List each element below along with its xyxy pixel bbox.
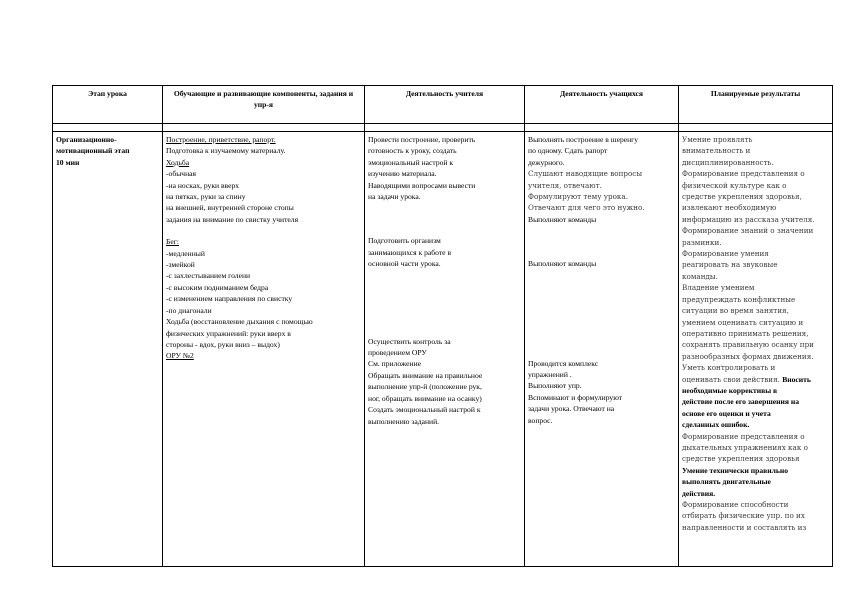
- student-line: задачи урока. Отвечают на: [528, 404, 615, 414]
- spacer-row: [53, 124, 833, 132]
- component-line: на внешней, внутренней стороне стопы: [166, 203, 294, 213]
- result-line: предупреждать конфликтные: [682, 294, 796, 304]
- component-line: Построение, приветствие, рапорт.: [166, 135, 276, 144]
- student-line: вопрос.: [528, 415, 553, 425]
- component-line: -по диагонали: [166, 305, 212, 315]
- component-line: -змейкой: [166, 260, 195, 270]
- teacher-line: выполнение упр-й (положение рук,: [368, 382, 482, 392]
- teacher-line: ног, обращать внимание на осанку): [368, 393, 482, 403]
- result-line: внимательность и: [682, 146, 751, 156]
- student-line: по одному. Сдать рапорт: [528, 146, 608, 156]
- student-line: Отвечают для чего это нужно.: [528, 203, 645, 213]
- result-line: действие после его завершения на: [682, 397, 800, 407]
- students-cell: [525, 132, 679, 567]
- teacher-line: на задачи урока.: [368, 192, 421, 202]
- component-line: -с захлестыванием голени: [166, 271, 251, 281]
- student-line: упражнений .: [528, 370, 572, 380]
- result-line: разнообразных формах движения.: [682, 351, 814, 361]
- table-row: [53, 132, 833, 567]
- student-line: Выполнять построение в шеренгу: [528, 135, 639, 144]
- result-line: сделанных ошибок.: [682, 420, 750, 430]
- stage-duration: 10 мин: [56, 157, 80, 167]
- result-line: извлекают необходимую: [682, 203, 777, 213]
- component-line: Подготовка к изучаемому материалу.: [166, 146, 286, 156]
- header-student-activity: Деятельность учащихся: [525, 86, 679, 124]
- teacher-line: Осуществить контроль за: [368, 336, 451, 346]
- result-line: направленности и составлять из: [682, 522, 807, 532]
- result-line: необходимые коррективы в: [682, 385, 778, 395]
- header-row: [53, 86, 833, 124]
- teacher-line: готовность к уроку, создать: [368, 146, 457, 156]
- teacher-line: Провести построение, проверить: [368, 135, 476, 144]
- component-line: на пятках, руки за спину: [166, 192, 246, 202]
- result-line: информацию из рассказа учителя.: [682, 214, 815, 224]
- result-line: Умение технически правильно: [682, 465, 789, 475]
- component-heading: Ходьба: [166, 157, 190, 167]
- student-line: учителя, отвечают.: [528, 180, 602, 190]
- header-teacher-activity: Деятельность учителя: [365, 86, 525, 124]
- result-line: оценивать свои действия. Вносить: [682, 374, 811, 384]
- result-line: разминки.: [682, 237, 722, 247]
- result-line: Формирование способности: [682, 500, 789, 509]
- student-line: Формулируют тему урока.: [528, 192, 628, 202]
- result-line: Уметь контролировать и: [682, 363, 776, 373]
- result-line: Формирование знаний о значении: [682, 226, 814, 236]
- result-line: Формирование представления о: [682, 169, 805, 179]
- teacher-line: См. приложение: [368, 359, 422, 369]
- stage-line: Организационно-: [56, 135, 117, 144]
- teacher-line: выполнению заданий.: [368, 416, 440, 426]
- result-line: отбирать физические упр. по их: [682, 511, 805, 521]
- lesson-plan-table: [52, 85, 833, 567]
- student-line: Выполняют команды: [528, 259, 597, 269]
- result-line: действия.: [682, 488, 716, 498]
- result-line: выполнять двигательные: [682, 477, 771, 487]
- teacher-cell: [365, 132, 525, 567]
- teacher-line: Подготовить организм: [368, 236, 441, 246]
- result-line: дисциплинированность.: [682, 157, 774, 167]
- result-line: средстве укрепления здоровья: [682, 454, 800, 464]
- teacher-line: занимающихся к работе в: [368, 247, 452, 257]
- result-line: основе его оценки и учета: [682, 408, 771, 418]
- teacher-line: Создать эмоциональный настрой к: [368, 405, 481, 415]
- component-line: -медленный: [166, 248, 205, 258]
- header-planned-results: Планируемые результаты: [679, 86, 833, 124]
- result-line: Формирование умения: [682, 249, 769, 259]
- component-line: -на носках, руки вверх: [166, 180, 240, 190]
- result-line: средстве укрепления здоровья,: [682, 192, 802, 202]
- student-line: Выполняют команды: [528, 214, 597, 224]
- student-line: Вспоминают и формулируют: [528, 392, 623, 402]
- teacher-line: проведением ОРУ: [368, 348, 427, 358]
- result-line: сохранять правильную осанку при: [682, 340, 814, 350]
- results-cell: [679, 132, 833, 567]
- component-heading: ОРУ №2: [166, 351, 194, 361]
- components-cell: [163, 132, 365, 567]
- component-line: -с высоким подниманием бедра: [166, 282, 269, 292]
- component-line: задания на внимание по свистку учителя: [166, 214, 299, 224]
- component-line: -обычная: [166, 169, 197, 179]
- teacher-line: Обращать внимание на правильное: [368, 370, 483, 380]
- component-heading: Бег:: [166, 237, 179, 247]
- header-components: Обучающие и развивающие компоненты, задания и упр-я: [163, 86, 365, 124]
- teacher-line: Наводящими вопросами вывести: [368, 180, 476, 190]
- stage-line: мотивационный этап: [56, 146, 130, 156]
- result-line: команды.: [682, 271, 718, 281]
- teacher-line: изучению материала.: [368, 169, 437, 179]
- header-stage: Этап урока: [53, 86, 163, 124]
- result-line: умением оценивать ситуацию и: [682, 317, 804, 327]
- component-line: -с изменением направления по свистку: [166, 294, 293, 304]
- result-line: Умение проявлять: [682, 135, 753, 144]
- student-line: дежурного.: [528, 157, 565, 167]
- student-line: Выполняют упр.: [528, 381, 582, 391]
- result-line: Формирование представления о: [682, 431, 805, 441]
- component-line: Ходьба (восстановление дыхания с помощью: [166, 317, 313, 327]
- result-line: дыхательных упражнениях как о: [682, 442, 808, 452]
- student-line: Проводится комплекс: [528, 358, 599, 368]
- component-line: физических упражнений: руки вверх в: [166, 328, 291, 338]
- teacher-line: эмоциональный настрой к: [368, 157, 454, 167]
- teacher-line: основной части урока.: [368, 259, 441, 269]
- result-line: ситуации во время занятия,: [682, 306, 789, 316]
- stage-cell: [53, 132, 163, 567]
- result-line: оперативно принимать решения,: [682, 328, 809, 338]
- result-line: реагировать на звуковые: [682, 260, 778, 270]
- result-line: физической культуре как о: [682, 180, 787, 190]
- component-line: стороны - вдох, руки вниз – выдох): [166, 339, 280, 349]
- result-line: Владение умением: [682, 283, 755, 293]
- student-line: Слушают наводящие вопросы: [528, 169, 643, 179]
